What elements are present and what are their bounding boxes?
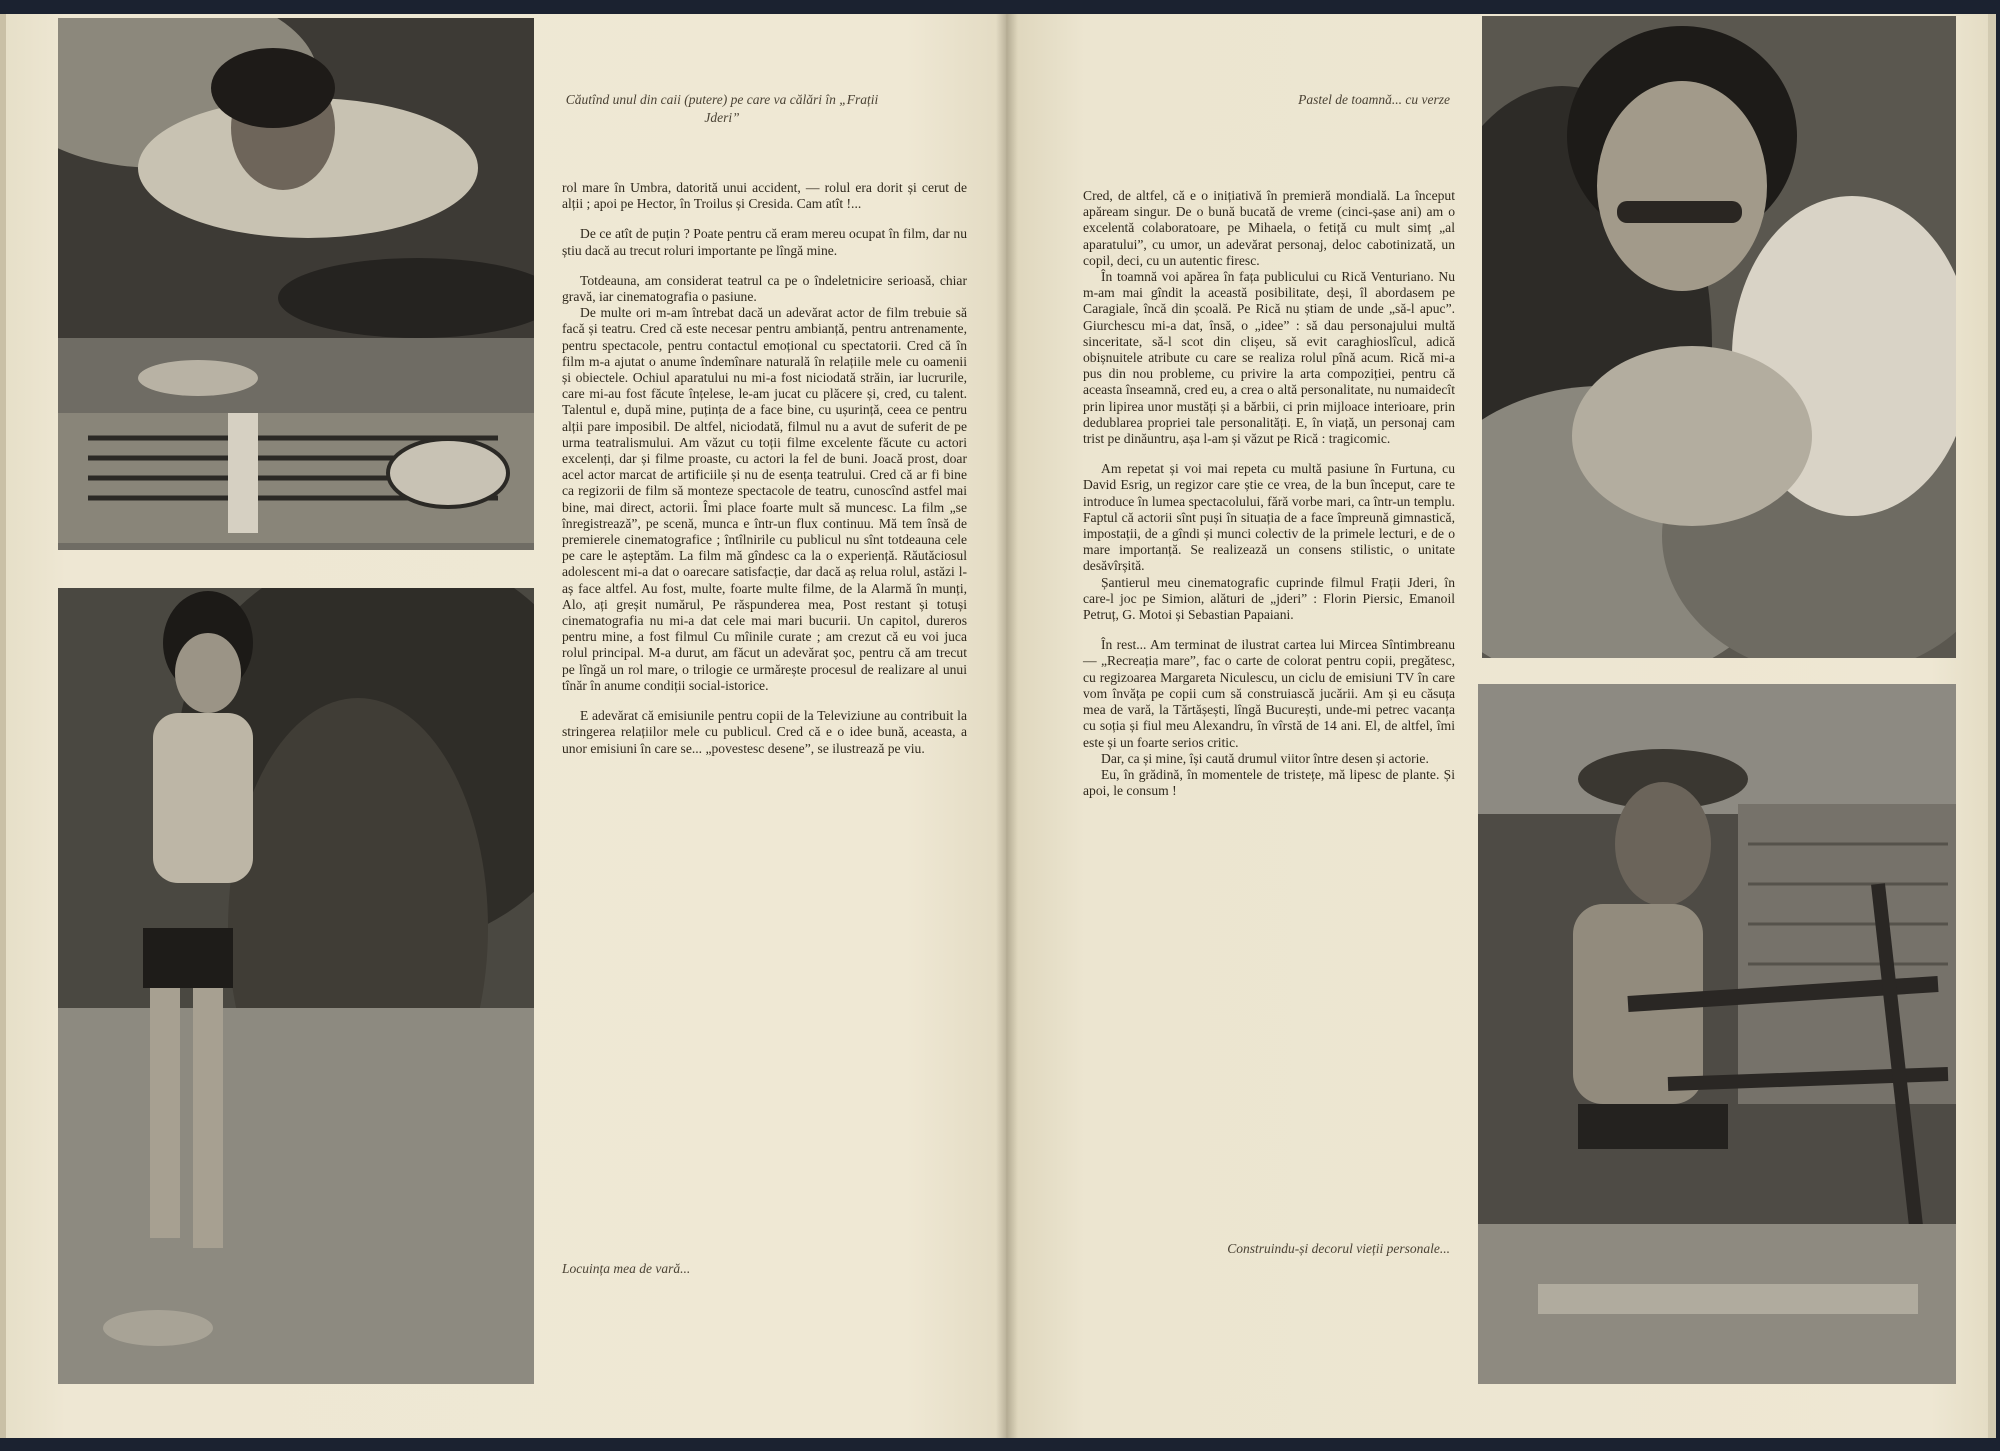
- paragraph: Eu, în grădină, în momentele de tristețe, mă lipesc de plante. Și apoi, le consum !: [1083, 766, 1455, 799]
- paragraph: Cred, de altfel, că e o inițiativă în premieră mondială. La început apăream singur. De o bună bucată de vreme (cinci-șase ani) am o excelentă colaboratoare, pe Mihaela, o fetiță cu mult simț „al aparatului”, cu umor, un adevărat personaj, deloc cabotinizată, un copil, deci, cu un autentic firesc.: [1083, 188, 1455, 268]
- article-column-right: [1083, 188, 1455, 1198]
- paragraph: Dar, ca și mine, își caută drumul viitor între desen și actorie.: [1101, 750, 1429, 766]
- paragraph: Șantierul meu cinematografic cuprinde filmul Frații Jderi, în care-l joc pe Simion, alături de „jderi” : Florin Piersic, Emanoil Petruț, G. Motoi și Sebastian Papaiani.: [1083, 574, 1455, 623]
- photo-man-sawing-wood: [1478, 684, 1956, 1384]
- paragraph: De multe ori m-am întrebat dacă un adevărat actor de film trebuie să facă și teatru. Cred că este necesar pentru ambianță, pentru antrenamente, pentru spectacole, pentru contactul emoțional cu spectatorii. Cred că în film m-a ajutat o anume îndemînare naturală în relațiile mele cu oamenii și obiectele. Ochiul aparatului nu mi-a fost niciodată străin, iar lucrurile, care mi-au fost făcute înțelese, le-am jucat cu plăcere și, cred, cu talent. Talentul e, după mine, puțința de a face bine, cu ușurință, ceea ce pentru alții pare imposibil. De altfel, niciodată, filmul nu a avut de suferit de pe urma teatralismului. Am văzut cu toții filme excelente făcute cu actori excelenți, dar și filme proaste, cu actori la fel de buni. Joacă prost, doar acel actor marcat de artificiile și nu de esența teatrului. Cred că ar fi bine ca regizorii de film să monteze spectacole de teatru, cunoscînd astfel mai bine, mai direct, actorii. Îmi place foarte mult să muncesc. La film „se înregistrează”, pe scenă, munca e într-un flux continuu. Mă tem însă de premierele cinematografice ; întîlnirile cu publicul nu sînt totdeauna cele pe care le așteptăm. La film mă gîndesc ca la o experiență. Răutăciosul adolescent mi-a dat o oarecare satisfacție, dar dacă aș relua rolul, astăzi l-aș face altfel. Au fost, multe, foarte multe filme, de la Alarmă în munți, Alo, ați greșit numărul, Pe răspunderea mea, Post restant și totuși cinematografia nu mi-a dat cele mai mari bucurii. Un capitol, dureros pentru mine, a fost filmul Cu mîinile curate ; am crezut că eu voi juca rolul principal. M-a durut, am făcut un adevărat șoc, pentru că am trecut pe lîngă un rol mare, o trilogie ce urmărește procesul de realizare al unui tînăr în anume condiții social-istorice.: [562, 305, 967, 693]
- photo-man-among-cabbages: [1482, 16, 1956, 658]
- caption-summer-home: Locuința mea de vară...: [562, 1261, 691, 1276]
- paragraph: Totdeauna, am considerat teatrul ca pe o îndeletnicire serioasă, chiar gravă, iar cinematografia o pasiune.: [562, 272, 967, 305]
- photo-man-on-car-hood: [58, 18, 534, 550]
- paragraph: E adevărat că emisiunile pentru copii de la Televiziune au contribuit la stringerea relațiilor mele cu publicul. Cred că e o idee bună, aceasta, a unor emisiuni în care se... „povestesc desene”, se ilustrează pe viu.: [562, 708, 967, 756]
- paragraph: Am repetat și voi mai repeta cu multă pasiune în Furtuna, cu David Esrig, un regizor care știe ce vrea, de la bun început, care te introduce în lumea spectacolului, fără vorbe mari, ca într-un templu. Faptul că actorii sînt puși în situația de a face împreună gimnastică, impostații, de a gîndi și munci colectiv de la primele lecturi, e de o mare importanță. Se realizează un consens stilistic, o unitate desăvîrșită.: [1083, 461, 1455, 574]
- book-gutter: [996, 14, 1018, 1438]
- paragraph: În rest... Am terminat de ilustrat cartea lui Mircea Sîntimbreanu — „Recreația mare”, fac o carte de colorat pentru copii, pregătesc, cu regizoarea Margareta Niculescu, un ciclu de emisiuni TV în care vom învăța pe copii cum să construiască jucării. Am și eu căsuța mea de vară, la Tărtășești, lîngă București, unde-mi petrec vacanța cu soția și fiul meu Alexandru, în vîrstă de 14 ani. El, de altfel, îmi este și un foarte serios critic.: [1083, 637, 1455, 750]
- caption-searching-horse: Căutînd unul din caii (putere) pe care va călări în „Frații Jderi”: [565, 92, 879, 125]
- photo-man-carrying-hay: [58, 588, 534, 1384]
- paragraph: În toamnă voi apărea în fața publicului cu Rică Venturiano. Nu m-am mai gîndit la această posibilitate, deși, îl abordasem pe Caragiale, încă din școală. Pe Rică nu știam de unde „să-l apuc”. Giurchescu mi-a dat, însă, o „idee” : să dau personajului multă sinceritate, să-l scot din clișeu, să evit caraghioslîcul, adică obișnuitele atribute cu care se realiza rolul pînă acum. Rică mi-a pus din nou probleme, cu privire la arta compoziției, pentru că aceasta înseamnă, cred eu, a crea o altă personalitate, nu numaidecît prin lipirea unor mustăți și a bărbii, ci prin mijloace interioare, prin dedublarea propriei tale personalități. E, în viață, un personaj cam trist pe dinăuntru, așa l-am și văzut pe Rică : tragicomic.: [1083, 269, 1455, 447]
- caption-autumn-pastel: Pastel de toamnă... cu verze: [1298, 92, 1450, 107]
- article-column-left: [562, 180, 967, 1210]
- caption-building-decor: Construindu-și decorul vieții personale...: [1227, 1241, 1450, 1256]
- paragraph: De ce atît de puțin ? Poate pentru că eram mereu ocupat în film, dar nu știu dacă au trecut roluri importante pe lîngă mine.: [562, 226, 967, 258]
- book-edge-right: [1988, 14, 1996, 1438]
- paragraph: rol mare în Umbra, datorită unui accident, — rolul era dorit și cerut de alții ; apoi pe Hector, în Troilus și Cresida. Cam atît !...: [562, 180, 967, 212]
